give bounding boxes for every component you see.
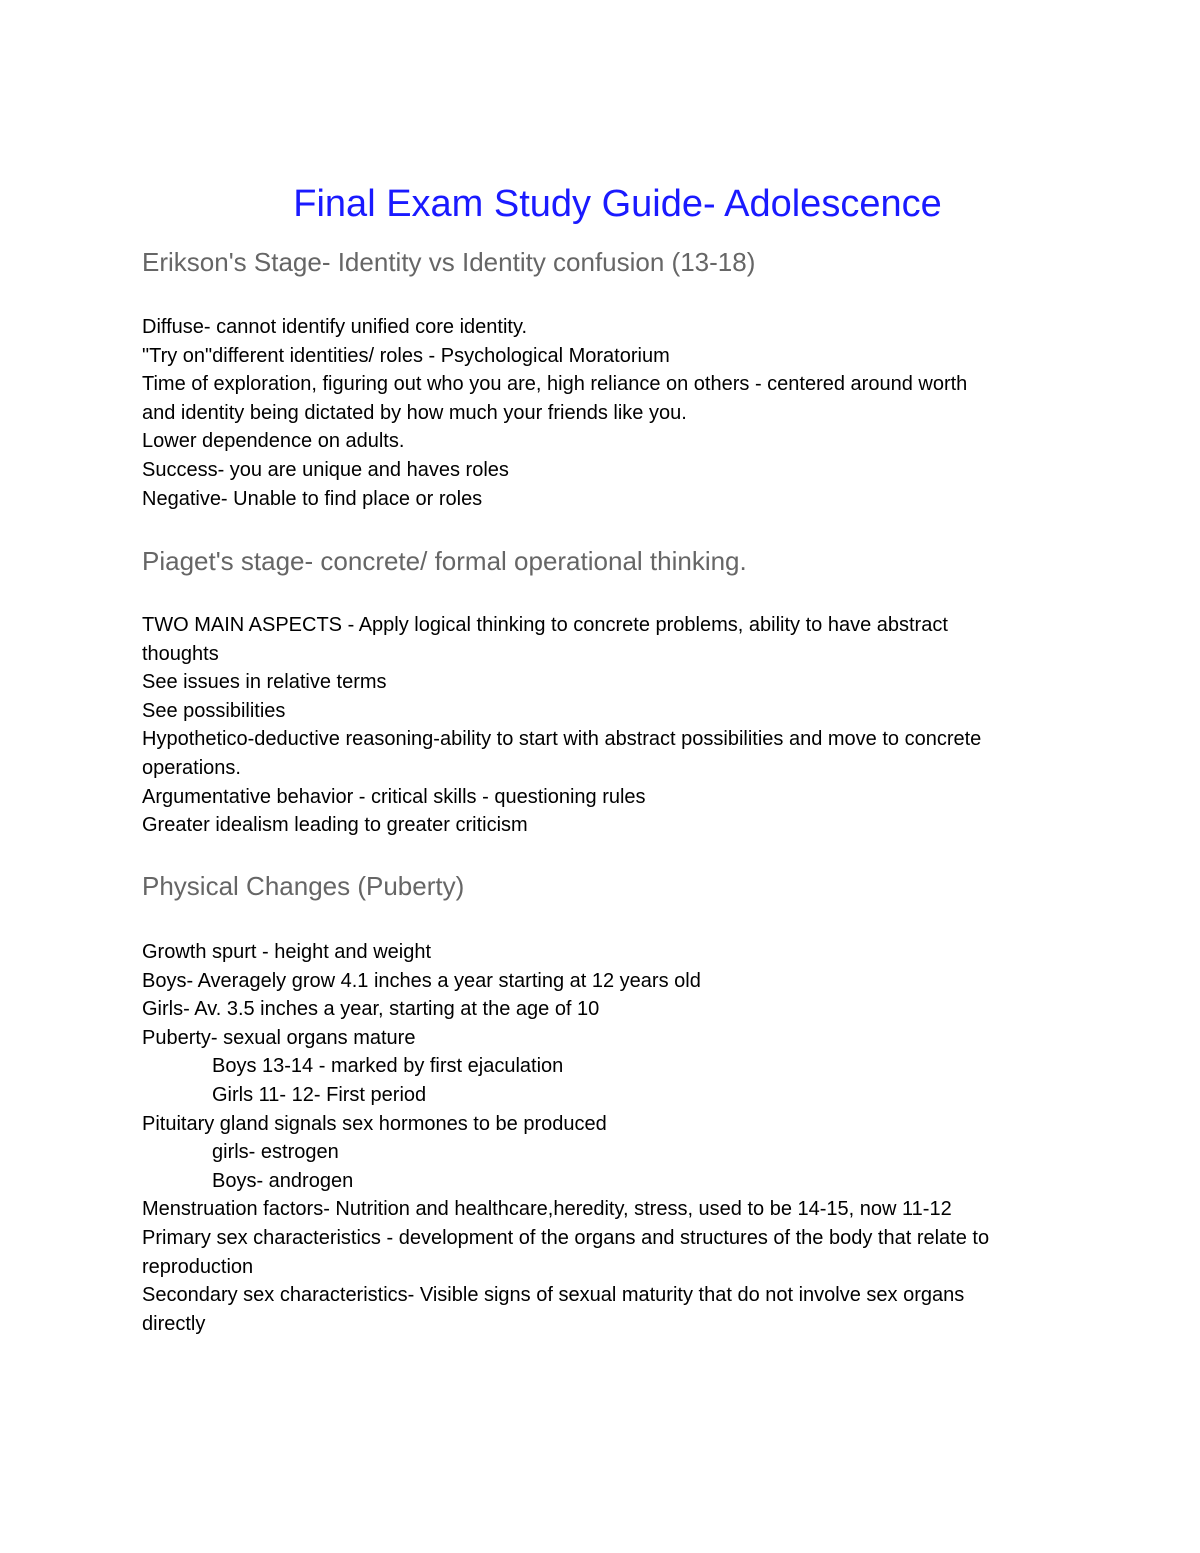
text-line: directly (142, 1312, 206, 1335)
text-line: TWO MAIN ASPECTS - Apply logical thinking to concrete problems, ability to have abstract (142, 614, 948, 636)
section-heading-piaget: Piaget's stage- concrete/ formal operational thinking. (142, 546, 747, 576)
indented-text-line: Boys 13-14 - marked by first ejaculation (212, 1055, 564, 1078)
section-body-erikson (142, 313, 1072, 513)
section-body-physical-changes (142, 938, 1072, 1338)
text-line: Diffuse- cannot identify unified core identity. (142, 316, 528, 338)
text-line: Boys- Averagely grow 4.1 inches a year starting at 12 years old (142, 969, 701, 992)
indented-text-line: girls- estrogen (212, 1141, 339, 1164)
text-line: and identity being dictated by how much your friends like you. (142, 401, 687, 424)
text-line: See issues in relative terms (142, 671, 387, 694)
indented-text-line: Girls 11- 12- First period (212, 1083, 427, 1106)
text-line: reproduction (142, 1255, 254, 1278)
text-line: Secondary sex characteristics- Visible signs of sexual maturity that do not involve sex organs (142, 1284, 965, 1307)
text-line: Primary sex characteristics - development of the organs and structures of the body that relate to (142, 1226, 990, 1249)
text-line: Growth spurt - height and weight (142, 941, 432, 963)
indented-text-line: Boys- androgen (212, 1169, 354, 1192)
document-title: Final Exam Study Guide- Adolescence (293, 183, 942, 225)
text-line: Pituitary gland signals sex hormones to be produced (142, 1112, 607, 1135)
text-line: Argumentative behavior - critical skills - questioning rules (142, 785, 646, 808)
text-line: Success- you are unique and haves roles (142, 458, 509, 481)
text-line: thoughts (142, 642, 219, 665)
text-line: "Try on"different identities/ roles - Psychological Moratorium (142, 344, 670, 367)
text-line: Negative- Unable to find place or roles (142, 487, 483, 510)
text-line: Girls- Av. 3.5 inches a year, starting at the age of 10 (142, 998, 600, 1021)
text-line: Time of exploration, figuring out who you are, high reliance on others - centered around worth (142, 373, 968, 396)
text-line: operations. (142, 756, 241, 779)
section-heading-erikson: Erikson's Stage- Identity vs Identity confusion (13-18) (142, 247, 756, 277)
text-line: Greater idealism leading to greater criticism (142, 814, 528, 837)
text-line: Hypothetico-deductive reasoning-ability to start with abstract possibilities and move to concrete (142, 728, 982, 751)
text-line: Puberty- sexual organs mature (142, 1026, 416, 1049)
text-line: See possibilities (142, 699, 286, 722)
text-line: Menstruation factors- Nutrition and healthcare,heredity, stress, used to be 14-15, now 11-12 (142, 1198, 952, 1221)
section-heading-physical-changes: Physical Changes (Puberty) (142, 871, 465, 901)
text-line: Lower dependence on adults. (142, 430, 405, 453)
section-body-piaget (142, 611, 1072, 840)
